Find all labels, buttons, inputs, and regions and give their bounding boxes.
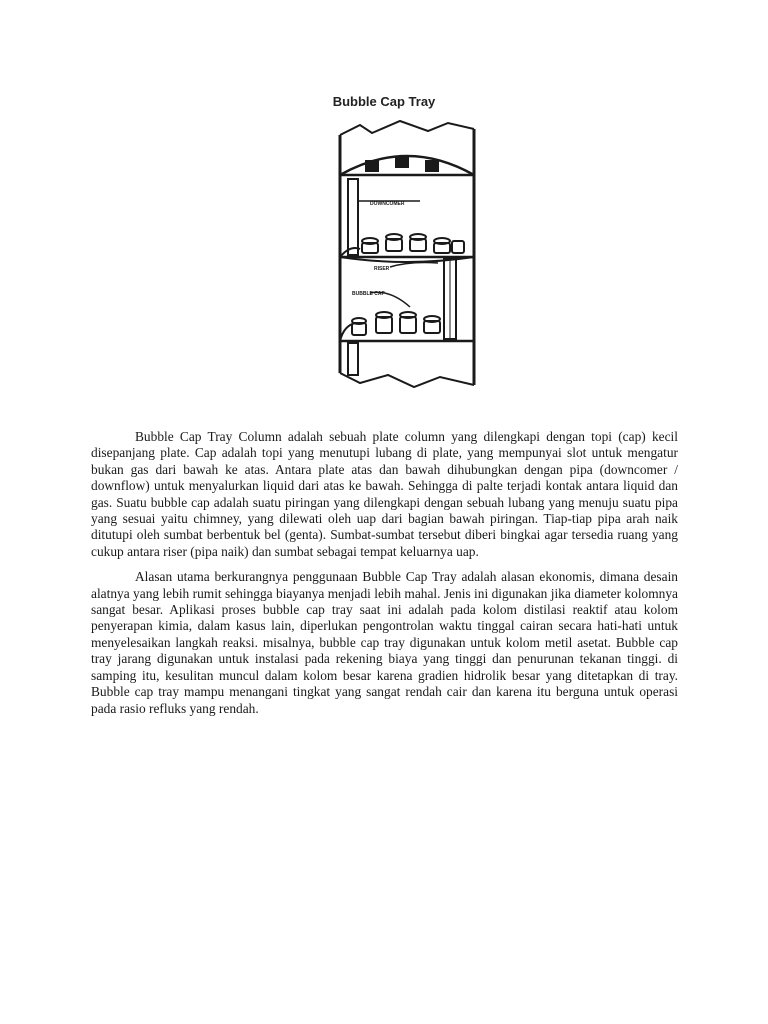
label-bubble-cap: BUBBLE CAP [352, 291, 385, 297]
bubble-cap-tray-diagram [330, 117, 482, 391]
paragraph-2: Alasan utama berkurangnya penggunaan Bubble Cap Tray adalah alasan ekonomis, dimana desain alatnya yang lebih rumit sehingga biayanya menjadi lebih mahal. Jenis ini digunakan jika diameter kolomnya sangat besar. Aplikasi proses bubble cap tray saat ini adalah pada kolom distilasi reaktif atau kolom penyerapan kimia, dalam kasus lain, diperlukan pengontrolan waktu tinggal cairan secara hati-hati untuk menyelesaikan langkah reaksi. misalnya, bubble cap tray digunakan untuk kolom metil asetat. Bubble cap tray jarang digunakan untuk instalasi pada rekening biaya yang tinggi dan penurunan tekanan tinggi. di samping itu, kesulitan muncul dalam kolom besar karena gradien hidrolik besar yang ditetapkan di tray. Bubble cap tray mampu menangani tingkat yang sangat rendah cair dan karena itu berguna untuk operasi pada rasio refluks yang rendah. [91, 569, 678, 716]
column-bottom-break [340, 373, 474, 387]
label-riser: RISER [374, 266, 390, 272]
column-top-break [340, 121, 474, 135]
downcomer [348, 179, 358, 255]
label-downcomer: DOWNCOMER [370, 201, 405, 207]
document-title: Bubble Cap Tray [332, 94, 436, 109]
paragraph-1: Bubble Cap Tray Column adalah sebuah plate column yang dilengkapi dengan topi (cap) kecil disepanjang plate. Cap adalah topi yang menutupi lubang di plate, yang mempunyai slot untuk mengatur bukan gas dari bawah ke atas. Antara plate atas dan bawah dihubungkan dengan pipa (downcomer / downflow) untuk menyalurkan liquid dari atas ke bawah. Sehingga di palte terjadi kontak antara liquid dan gas. Suatu bubble cap adalah suatu piringan yang dilengkapi dengan sebuah lubang yang menuju suatu pipa yang sesuai yaitu chimney, yang dilewati oleh uap dari bagian bawah piringan. Tiap-tiap pipa arah naik ditutupi oleh sumbat berbentuk bel (genta). Sumbat-sumbat tersebut diberi bingkai agar tersedia ruang yang cukup antara riser (pipa naik) dan sumbat sebagai tempat keluarnya uap. [91, 429, 678, 559]
document-body [91, 429, 678, 726]
